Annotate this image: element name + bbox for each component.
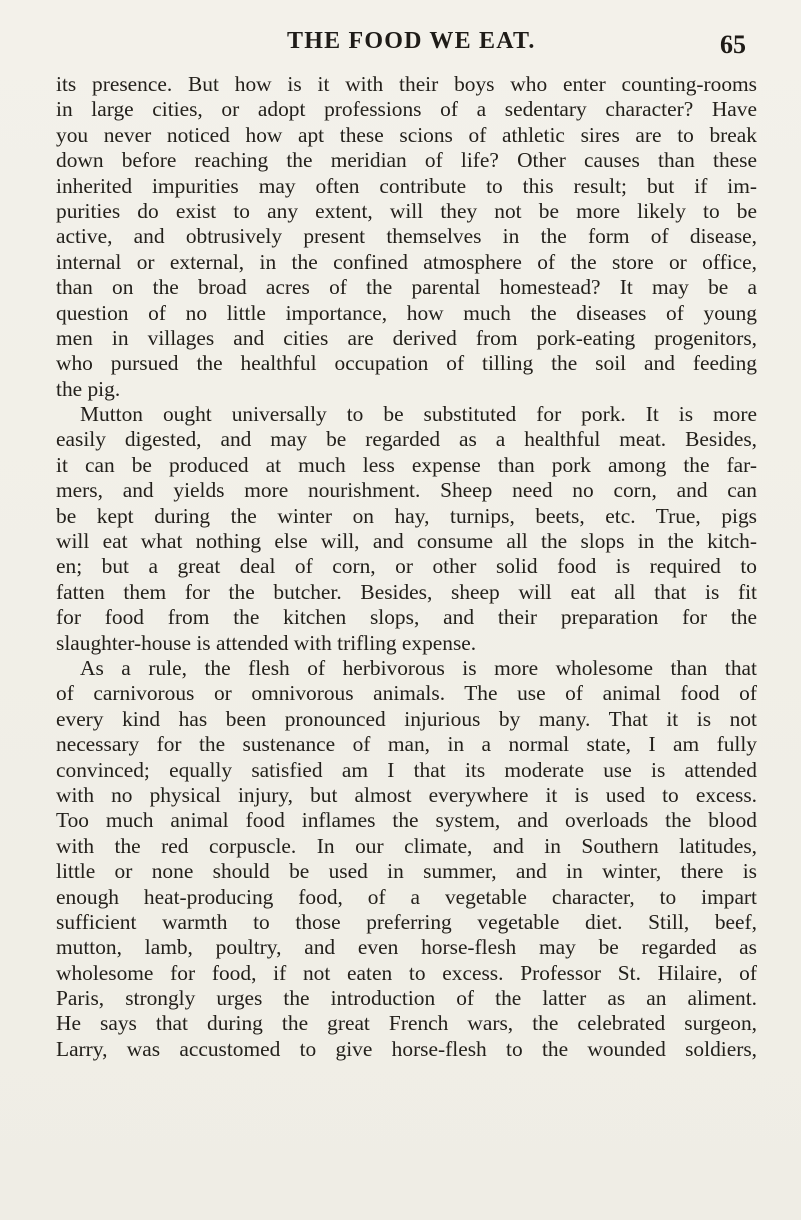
text-line: fatten them for the butcher. Besides, sheep will eat all that is fit [56, 579, 757, 604]
text-line: inherited impurities may often contribute to this result; but if im- [56, 173, 757, 198]
text-line: for food from the kitchen slops, and their preparation for the [56, 605, 757, 630]
text-line: easily digested, and may be regarded as a healthful meat. Besides, [56, 427, 757, 452]
running-head: THE FOOD WE EAT. [287, 28, 536, 54]
text-line: internal or external, in the confined atmosphere of the store or office, [56, 249, 757, 274]
text-line: Too much animal food inflames the system, and overloads the blood [56, 808, 757, 833]
text-line: every kind has been pronounced injurious by many. That it is not [56, 706, 757, 731]
text-line: with the red corpuscle. In our climate, and in Southern latitudes, [56, 833, 757, 858]
text-line: active, and obtrusively present themselves in the form of disease, [56, 224, 757, 249]
text-line: who pursued the healthful occupation of tilling the soil and feeding [56, 351, 757, 376]
text-line: little or none should be used in summer, and in winter, there is [56, 859, 757, 884]
text-line: with no physical injury, but almost everywhere it is used to excess. [56, 782, 757, 807]
text-line: Mutton ought universally to be substituted for pork. It is more [80, 402, 757, 427]
text-line: the pig. [56, 376, 121, 401]
text-line: necessary for the sustenance of man, in a normal state, I am fully [56, 732, 757, 757]
text-line: As a rule, the flesh of herbivorous is more wholesome than that [80, 655, 757, 680]
page-number: 65 [720, 30, 746, 59]
text-line: Paris, strongly urges the introduction of the latter as an aliment. [56, 986, 757, 1011]
text-line: He says that during the great French wars, the celebrated surgeon, [56, 1011, 757, 1036]
text-line: in large cities, or adopt professions of a sedentary character? Have [56, 97, 757, 122]
text-line: you never noticed how apt these scions of athletic sires are to break [56, 122, 757, 147]
text-line: purities do exist to any extent, will they not be more likely to be [56, 198, 757, 223]
text-line: enough heat-producing food, of a vegetable character, to impart [56, 884, 757, 909]
text-line: wholesome for food, if not eaten to excess. Professor St. Hilaire, of [56, 960, 757, 985]
text-line: be kept during the winter on hay, turnips, beets, etc. True, pigs [56, 503, 757, 528]
text-line: its presence. But how is it with their boys who enter counting-rooms [56, 72, 757, 96]
text-line: convinced; equally satisfied am I that its moderate use is attended [56, 757, 757, 782]
text-line: of carnivorous or omnivorous animals. The use of animal food of [56, 681, 757, 706]
text-line: men in villages and cities are derived from pork-eating progenitors, [56, 325, 757, 350]
text-line: sufficient warmth to those preferring vegetable diet. Still, beef, [56, 909, 757, 934]
text-line: slaughter-house is attended with trifling expense. [56, 630, 477, 655]
text-line: it can be produced at much less expense than pork among the far- [56, 452, 757, 477]
body-text [56, 72, 757, 1062]
text-line: Larry, was accustomed to give horse-flesh to the wounded soldiers, [56, 1036, 757, 1061]
text-line: mers, and yields more nourishment. Sheep need no corn, and can [56, 478, 757, 503]
text-line: mutton, lamb, poultry, and even horse-flesh may be regarded as [56, 935, 757, 960]
text-line: question of no little importance, how much the diseases of young [56, 300, 757, 325]
text-line: down before reaching the meridian of life? Other causes than these [56, 148, 757, 173]
text-line: en; but a great deal of corn, or other solid food is required to [56, 554, 757, 579]
page-header [0, 20, 801, 60]
text-line: will eat what nothing else will, and consume all the slops in the kitch- [56, 529, 757, 554]
text-line: than on the broad acres of the parental homestead? It may be a [56, 275, 757, 300]
